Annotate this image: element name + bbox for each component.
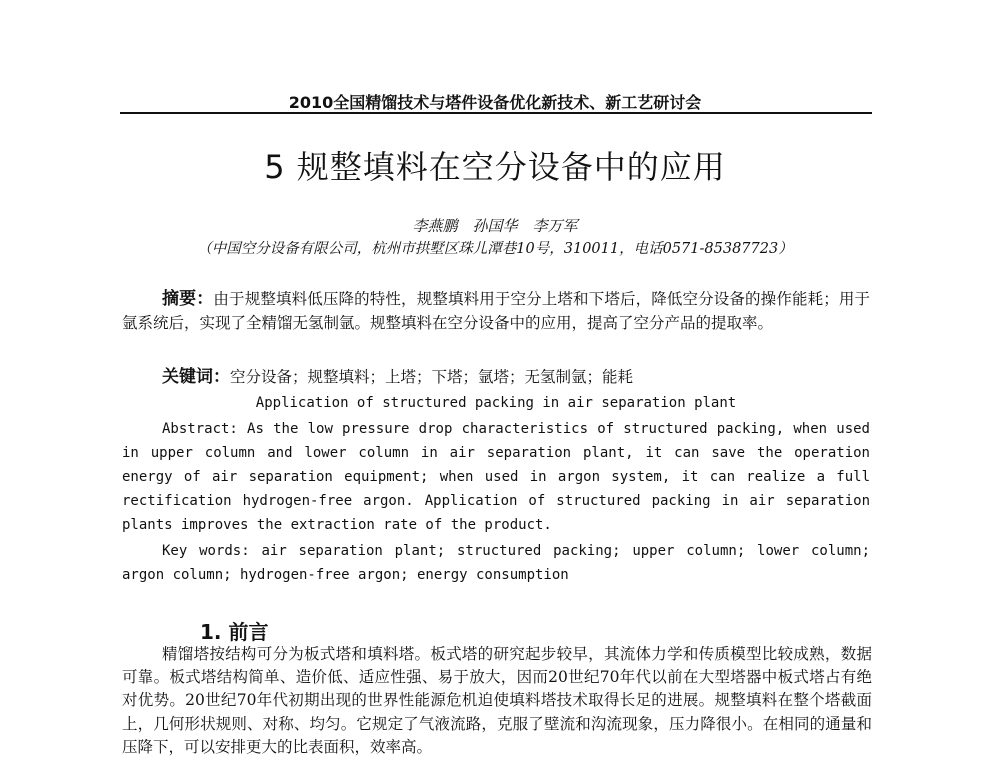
english-title: Application of structured packing in air separation plant xyxy=(255,395,737,411)
keywords-cn-text: 空分设备；规整填料；上塔；下塔；氩塔；无氢制氩；能耗 xyxy=(230,368,634,386)
abstract-cn xyxy=(122,288,870,335)
abstract-cn-text: 由于规整填料低压降的特性，规整填料用于空分上塔和下塔后，降低空分设备的操作能耗；用于氩系统后，实现了全精馏无氢制氩。规整填料在空分设备中的应用，提高了空分产品的提取率。 xyxy=(122,290,871,332)
author-list: 李燕鹏 孙国华 李万军 xyxy=(412,217,578,235)
section-body: 精馏塔按结构可分为板式塔和填料塔。板式塔的研究起步较早，其流体力学和传质模型比较成熟，数据可靠。板式塔结构简单、造价低、适应性强、易于放大，因而20世纪70年代以前在大型塔器中板式塔占有绝对优势。20世纪70年代初期出现的世界性能源危机迫使填料塔技术取得长足的进展。规整填料在整个塔截面上，几何形状规则、对称、均匀。它规定了气液流路，克服了壁流和沟流现象，压力降很小。在相同的通量和压降下，可以安排更大的比表面积，效率高。 xyxy=(122,645,872,756)
keywords-cn-label: 关键词： xyxy=(162,367,230,387)
abstract-cn-label: 摘要： xyxy=(162,289,214,309)
paper-title: 5 规整填料在空分设备中的应用 xyxy=(264,148,726,186)
keywords-cn xyxy=(122,366,870,390)
section-heading: 1. 前言 xyxy=(200,620,269,644)
conference-header: 2010全国精馏技术与塔件设备优化新技术、新工艺研讨会 xyxy=(288,93,702,112)
author-affiliation: （中国空分设备有限公司，杭州市拱墅区珠儿潭巷10号，310011，电话0571-85387723） xyxy=(197,241,793,257)
keywords-en: Key words: air separation plant; structured packing; upper column; lower column; argon column; hydrogen-free argon; energy consumption xyxy=(122,543,870,583)
abstract-en: Abstract: As the low pressure drop characteristics of structured packing, when used in upper column and lower column in air separation plant, it can save the operation energy of air separation equipment; when used in argon system, it can realize a full rectification hydrogen-free argon. Application of structured packing in air separation plants improves the extraction rate of the product. xyxy=(122,421,870,533)
header-rule xyxy=(120,112,872,114)
